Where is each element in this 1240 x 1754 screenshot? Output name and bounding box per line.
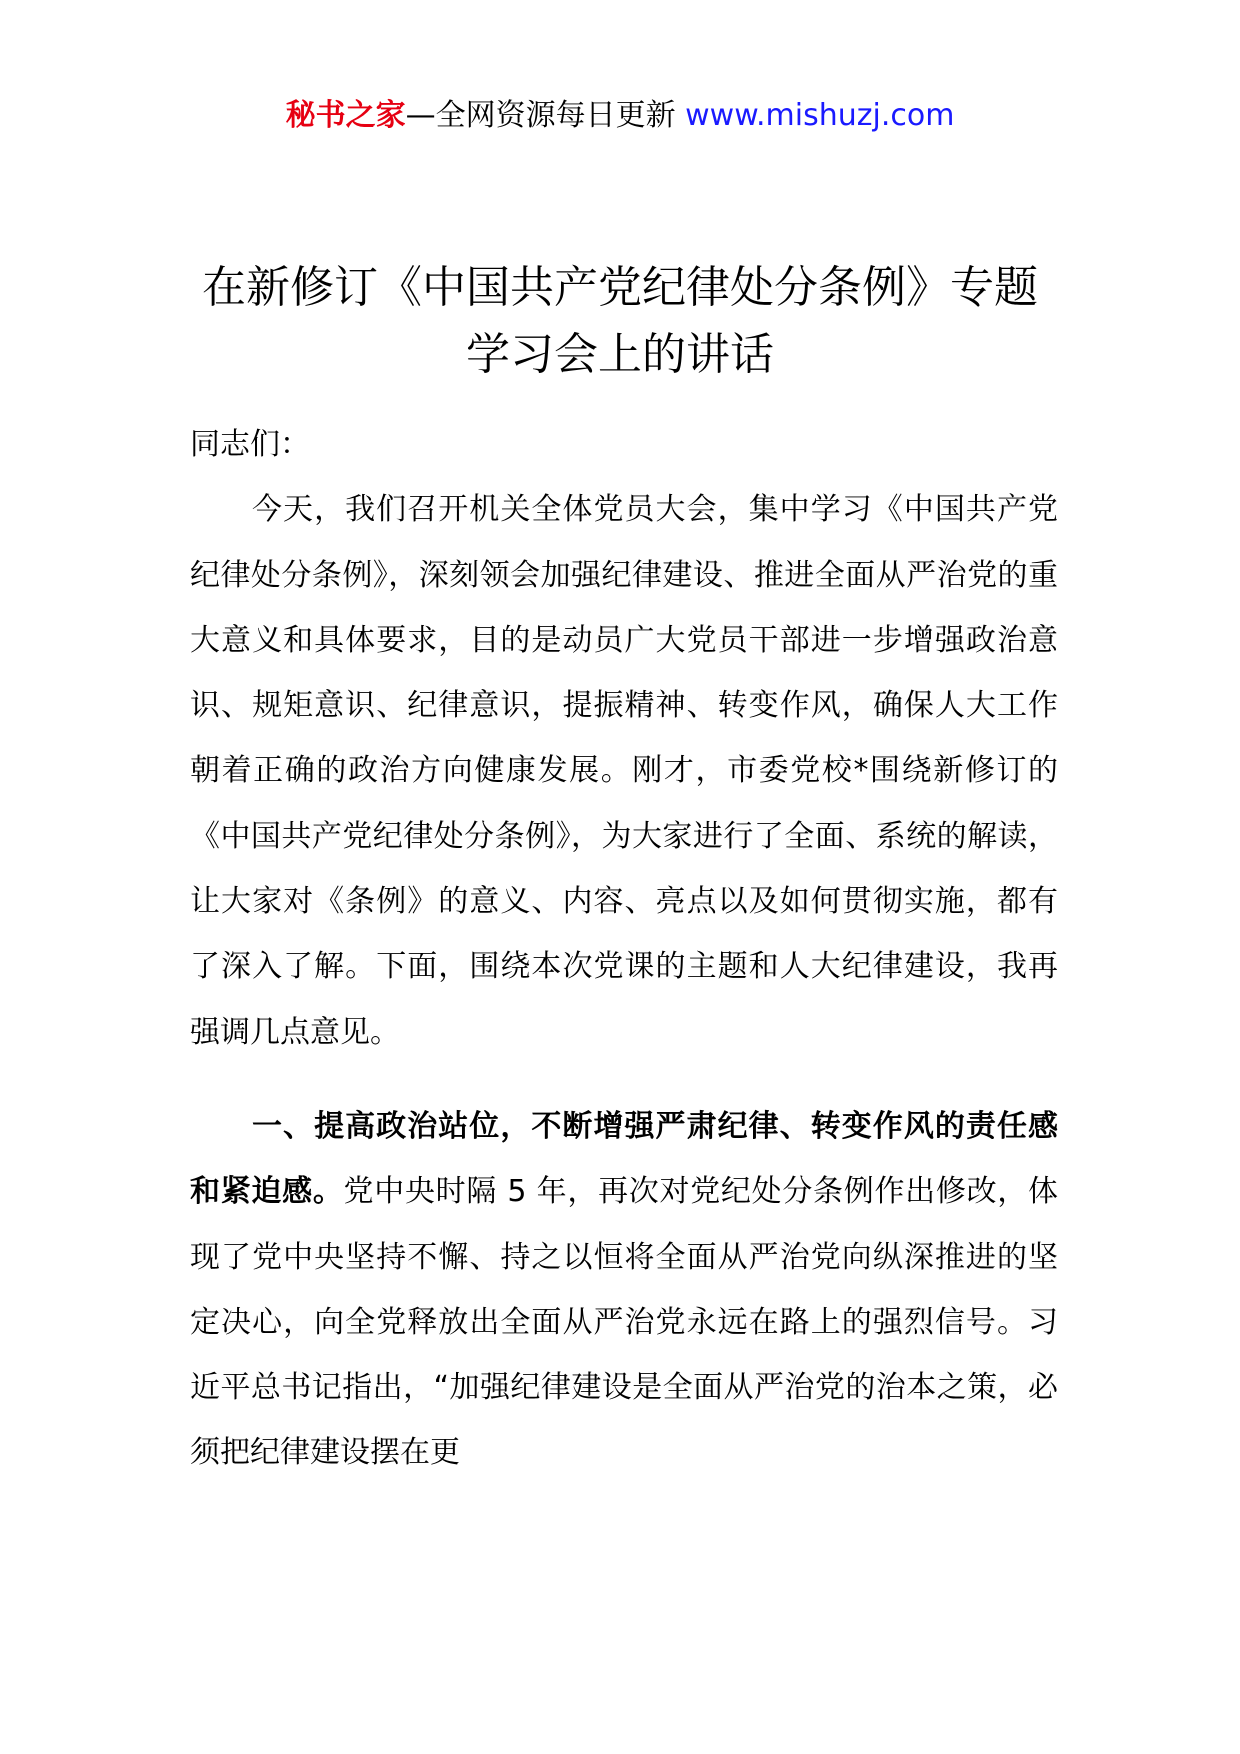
site-tagline: —全网资源每日更新 <box>405 98 676 133</box>
salutation: 同志们： <box>190 427 310 462</box>
site-url-link[interactable]: www.mishuzj.com <box>685 98 955 133</box>
section-one-heading: 一、提高政治站位，不断增强严肃纪律、转变作风的责任感和紧迫感。 <box>190 1108 1058 1210</box>
document-body <box>190 412 1058 1486</box>
site-header <box>0 96 1240 136</box>
section-one-body: 党中央时隔 5 年，再次对党纪处分条例作出修改，体现了党中央坚持不懈、持之以恒将全面从严治党向纵深推进的坚定决心，向全党释放出全面从严治党永远在路上的强烈信号。习近平总书记指出，“加强纪律建设是全面从严治党的治本之策，必须把纪律建设摆在更 <box>190 1174 1058 1471</box>
document-title: 在新修订《中国共产党纪律处分条例》专题学习会上的讲话 <box>202 262 1038 380</box>
site-brand: 秘书之家 <box>285 98 406 133</box>
paragraph-intro: 今天，我们召开机关全体党员大会，集中学习《中国共产党纪律处分条例》，深刻领会加强纪律建设、推进全面从严治党的重大意义和具体要求，目的是动员广大党员干部进一步增强政治意识、规矩意识、纪律意识，提振精神、转变作风，确保人大工作朝着正确的政治方向健康发展。刚才，市委党校*围绕新修订的《中国共产党纪律处分条例》，为大家进行了全面、系统的解读，让大家对《条例》的意义、内容、亮点以及如何贯彻实施，都有了深入了解。下面，围绕本次党课的主题和人大纪律建设，我再强调几点意见。 <box>190 492 1058 1050</box>
paragraph-section-one <box>190 1094 1058 1486</box>
